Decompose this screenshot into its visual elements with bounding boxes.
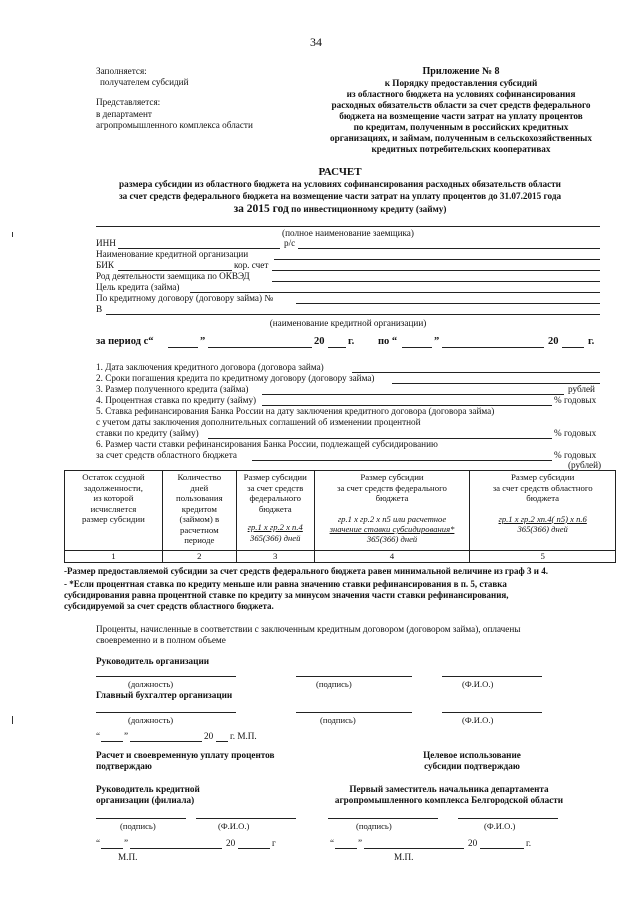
period-g2: г. (588, 336, 595, 347)
appendix-line: из областного бюджета на условиях софинансирования (346, 89, 576, 100)
bank-name-field[interactable] (274, 259, 600, 260)
head-position-caption: (должность) (128, 679, 174, 689)
formula-3-denominator: 365(366) дней (250, 532, 301, 543)
period-row (96, 336, 606, 350)
okved-field[interactable] (272, 281, 600, 282)
scan-mark (12, 232, 13, 237)
submit-to-2: агропромышленного комплекса области (96, 119, 253, 130)
date-row-2: “ ” 20 г (96, 838, 276, 848)
acc-fio-field[interactable] (442, 712, 542, 713)
date-row-1: “ ” 20 г. М.П. (96, 731, 257, 741)
table-header-row (65, 471, 616, 551)
note-2c: субсидируемой за счет средств областного бюджета. (64, 600, 274, 611)
head-signature-caption: (подпись) (316, 679, 352, 689)
appendix-line: к Порядку предоставления субсидий (384, 78, 538, 88)
period-to-month[interactable] (442, 347, 544, 348)
okved-label: Род деятельности заемщика по ОКВЭД (96, 271, 250, 281)
header-col-4: Размер субсидии за счет средств федерального бюджета гр.1 х гр.2 х п5 или расчетное значение ставки субсидирования* 365(366) дней (314, 471, 470, 551)
stamp-place-1: М.П. (118, 852, 138, 862)
chief-accountant-label: Главный бухгалтер организации (96, 690, 233, 700)
date-2-month[interactable] (130, 848, 222, 849)
acc-signature-caption: (подпись) (320, 715, 356, 725)
item-2: 2. Сроки погашения кредита по кредитному договору (договору займа) (96, 373, 375, 383)
date-1-month[interactable] (130, 741, 202, 742)
appendix-line: расходных обязательств области за счет средств федерального (331, 100, 591, 111)
appendix-title: Приложение № 8 (422, 66, 500, 77)
acc-fio-caption: (Ф.И.О.) (462, 715, 494, 725)
head-position-field[interactable] (96, 676, 236, 677)
item-3-field[interactable] (262, 394, 564, 395)
appendix-line: кредитных потребительских кооперативах (371, 144, 551, 155)
note-2a: - *Если процентная ставка по кредиту меньше или равна значению ставки рефинансирования в п. 5, ставка (64, 578, 507, 589)
bank-head-label: Руководитель кредитной организации (филиала) (96, 784, 200, 806)
col-number: 5 (470, 551, 616, 563)
period-from-year[interactable] (328, 347, 346, 348)
heading-block (64, 166, 616, 216)
formula-3-numerator: гр.1 х гр.2 х п.4 (247, 522, 303, 533)
date-1-day[interactable] (101, 741, 123, 742)
contract-field[interactable] (296, 303, 600, 304)
bank-fio-caption: (Ф.И.О.) (218, 821, 250, 831)
acc-signature-field[interactable] (296, 712, 412, 713)
heading-line1: размера субсидии из областного бюджета на условиях софинансирования расходных обязательств области (119, 179, 561, 190)
page-number: 34 (310, 35, 322, 49)
bank-field[interactable] (106, 314, 600, 315)
item-3-unit: рублей (568, 384, 595, 394)
heading-year: за 2015 год (233, 202, 289, 215)
item-6-field[interactable] (252, 460, 552, 461)
period-po: по “ (378, 336, 398, 347)
heading-title: РАСЧЕТ (318, 166, 362, 178)
period-from: за период с“ (96, 336, 154, 347)
subsidy-table (64, 470, 616, 563)
confirm-text: Проценты, начисленные в соответствии с заключенным кредитным договором (договором займа), оплачены своевременно и в полном объеме (96, 624, 521, 646)
appendix-line: по кредитам, полученным в российских кредитных (353, 122, 569, 133)
deputy-label: Первый заместитель начальника департамента агропромышленного комплекса Белгородской области (334, 784, 564, 806)
formula-5-denominator: 365(366) дней (517, 523, 568, 534)
bank-signature-field[interactable] (96, 818, 186, 819)
col-number: 4 (314, 551, 470, 563)
heading-line2: за счет средств федерального бюджета на возмещение части затрат на уплату процентов до 31.07.2015 года (118, 190, 562, 201)
acc-position-field[interactable] (96, 712, 236, 713)
note-2b: субсидирования равна процентной ставке по кредиту за минусом значения части ставки рефинансирования, (64, 589, 509, 600)
period-q1: ” (200, 336, 206, 347)
scan-mark (12, 716, 13, 724)
submit-to-1: в департамент (96, 108, 152, 119)
borrower-name-caption: (полное наименование заемщика) (282, 228, 414, 238)
stamp-place-2: М.П. (394, 852, 414, 862)
item-6b: за счет средств областного бюджета (96, 450, 237, 460)
notes-block (64, 566, 624, 612)
col-number: 2 (162, 551, 236, 563)
appendix-block (308, 66, 614, 155)
bik-label: БИК (96, 260, 115, 270)
period-yr2: 20 (548, 336, 559, 347)
item-1: 1. Дата заключения кредитного договора (договора займа) (96, 362, 324, 372)
currency-note: (рублей) (568, 460, 602, 470)
bank-fio-field[interactable] (196, 818, 296, 819)
formula-4-denominator: 365(366) дней (366, 534, 418, 545)
head-fio-caption: (Ф.И.О.) (462, 679, 494, 689)
deputy-fio-field[interactable] (458, 818, 558, 819)
submit-label: Представляется: (96, 97, 161, 108)
header-col-5: Размер субсидии за счет средств областного бюджета гр.1 х гр.2 хп.4( п5) х п.6 365(366) дней (470, 471, 616, 551)
bank-caption: (наименование кредитной организации) (269, 318, 427, 328)
bank-name-label: Наименование кредитной организации (96, 249, 249, 259)
purpose-label: Цель кредита (займа) (96, 282, 180, 292)
date-1-year[interactable] (216, 741, 228, 742)
item-5b: с учетом даты заключения дополнительных соглашений об изменении процентной (96, 417, 421, 427)
target-use-confirm: Целевое использование субсидии подтверждаю (423, 750, 521, 772)
bank-signature-caption: (подпись) (120, 821, 156, 831)
appendix-line: организациях, и займам, полученным в сельскохозяйственных (330, 133, 592, 144)
period-to-year[interactable] (562, 347, 584, 348)
period-to-day[interactable] (402, 347, 432, 348)
table-number-row (65, 551, 616, 563)
head-org-label: Руководитель организации (96, 656, 210, 666)
fill-label: Заполняется: (96, 66, 147, 76)
note-1: -Размер предоставляемой субсидии за счет средств федерального бюджета равен минимальной величине из граф 3 и 4. (64, 566, 548, 576)
period-yr1: 20 (314, 336, 325, 347)
item-4: 4. Процентная ставка по кредиту (займу) (96, 395, 257, 405)
period-q2: ” (434, 336, 440, 347)
contract-label: По кредитному договору (договору займа) № (96, 293, 274, 303)
date-3-day[interactable] (335, 848, 357, 849)
date-3-year[interactable] (480, 848, 524, 849)
period-from-month[interactable] (208, 347, 312, 348)
formula-5-numerator: гр.1 х гр.2 хп.4( п5) х п.6 (498, 513, 587, 524)
deputy-fio-caption: (Ф.И.О.) (484, 821, 516, 831)
item-6a: 6. Размер части ставки рефинансирования Банка России, подлежащей субсидированию (96, 439, 438, 449)
kor-label: кор. счет (234, 260, 269, 270)
left-header (96, 66, 253, 131)
item-5c: ставки по кредиту (займу) (96, 428, 199, 438)
formula-4-line1: гр.1 х гр.2 х п5 или расчетное (337, 513, 447, 524)
date-row-3: “ ” 20 г. (330, 838, 532, 848)
date-2-year[interactable] (238, 848, 270, 849)
period-g1: г. (348, 336, 355, 347)
date-3-month[interactable] (364, 848, 464, 849)
period-from-day[interactable] (168, 347, 198, 348)
acc-position-caption: (должность) (128, 715, 174, 725)
item-6-unit: % годовых (554, 450, 597, 460)
item-4-unit: % годовых (554, 395, 597, 405)
formula-4-line2: значение ставки субсидирования* (329, 523, 455, 534)
calc-confirm: Расчет и своевременную уплату процентов подтверждаю (96, 750, 275, 772)
item-1-field[interactable] (352, 372, 600, 373)
heading-line3: по инвестиционному кредиту (займу) (288, 203, 447, 214)
item-5a: 5. Ставка рефинансирования Банка России на дату заключения кредитного договора (договора займа) (96, 406, 495, 416)
head-fio-field[interactable] (442, 676, 542, 677)
in-label: В (96, 304, 103, 314)
col-number: 1 (65, 551, 163, 563)
appendix-line: бюджета на возмещение части затрат на уплату процентов (339, 111, 583, 122)
date-2-day[interactable] (101, 848, 123, 849)
rs-label: р/с (284, 238, 296, 248)
rs-field[interactable] (298, 248, 600, 249)
fill-by: получателем субсидий (100, 77, 189, 88)
header-col-3: Размер субсидии за счет средств федерального бюджета гр.1 х гр.2 х п.4 365(366) дней (236, 471, 314, 551)
inn-label: ИНН (96, 238, 116, 248)
deputy-signature-field[interactable] (328, 818, 438, 819)
kor-field[interactable] (272, 270, 600, 271)
borrower-name-line[interactable] (96, 226, 600, 227)
col-number: 3 (236, 551, 314, 563)
item-5-unit: % годовых (554, 428, 597, 438)
header-col-2: Количество дней пользования кредитом (займом) в расчетном периоде (162, 471, 236, 551)
deputy-signature-caption: (подпись) (356, 821, 392, 831)
header-col-1: Остаток ссудной задолженности, из которой исчисляется размер субсидии (65, 471, 163, 551)
head-signature-field[interactable] (296, 676, 412, 677)
item-3: 3. Размер полученного кредита (займа) (96, 384, 249, 394)
